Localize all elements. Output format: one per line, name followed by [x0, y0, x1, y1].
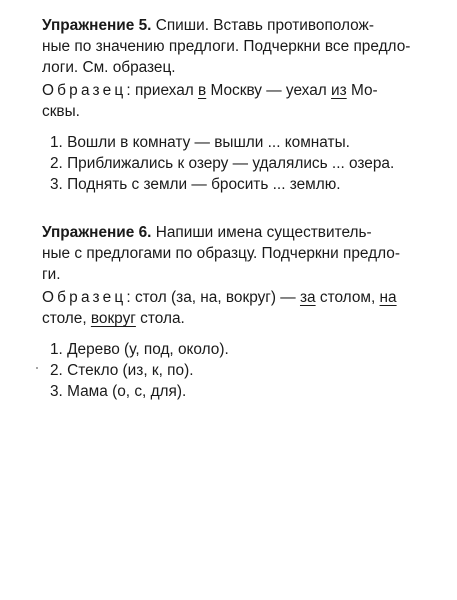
list-item: 3. Поднять с земли — бросить ... землю. — [50, 176, 341, 193]
exercise-6-sample-label: Образец — [42, 289, 127, 306]
exercise-5-sample — [42, 80, 432, 122]
exercise-5 — [42, 15, 432, 195]
exercise-6-task-line2: ные с предлогами по образцу. Подчеркни предло- — [42, 245, 400, 262]
list-item: 3. Мама (о, с, для). — [50, 383, 187, 400]
exercise-6-sample-preposition-3: вокруг — [90, 310, 136, 327]
exercise-5-sample-text-c: Мо- — [346, 82, 378, 99]
exercise-6 — [42, 222, 432, 402]
exercise-6-sample-colon: : — [126, 289, 131, 306]
exercise-6-sample-line2-a: столе, — [42, 310, 91, 327]
exercise-6-task — [42, 222, 432, 285]
exercise-6-task-line1: Напиши имена существитель- — [151, 224, 372, 241]
exercise-6-sample-text-a: стол (за, на, вокруг) — — [130, 289, 300, 306]
list-item: 2. Приближались к озеру — удалялись ... озера. — [50, 155, 395, 172]
list-item: 1. Дерево (у, под, около). — [50, 341, 229, 358]
exercise-6-sample-preposition-1: за — [299, 289, 316, 306]
exercise-5-items — [42, 132, 432, 195]
exercise-5-sample-preposition-1: в — [198, 82, 207, 99]
exercise-6-items — [42, 339, 432, 402]
exercise-6-label: Упражнение 6. — [42, 224, 152, 241]
exercise-5-sample-preposition-2: из — [331, 82, 347, 99]
exercise-5-task — [42, 15, 432, 78]
exercise-6-sample-line2-b: стола. — [135, 310, 185, 327]
exercise-6-sample-text-b: столом, — [315, 289, 380, 306]
exercise-5-sample-label: Образец — [42, 82, 127, 99]
exercise-5-sample-line2: сквы. — [42, 103, 80, 120]
exercise-6-sample — [42, 287, 432, 329]
exercise-5-task-line1: Спиши. Вставь противополож- — [151, 17, 374, 34]
exercise-6-task-line3: ги. — [42, 266, 61, 283]
exercise-6-sample-preposition-2: на — [379, 289, 397, 306]
list-item: 1. Вошли в комнату — вышли ... комнаты. — [50, 134, 350, 151]
exercise-5-task-line2: ные по значению предлоги. Подчеркни все предл — [42, 38, 397, 55]
exercise-5-task-line2b: о- — [396, 38, 411, 55]
exercise-5-sample-colon: : — [126, 82, 131, 99]
exercise-5-task-line3: логи. См. образец. — [42, 59, 176, 76]
list-item: 2. Стекло (из, к, по). — [50, 362, 194, 379]
exercise-5-label: Упражнение 5. — [42, 17, 152, 34]
exercise-5-sample-text-b: Москву — уехал — [206, 82, 332, 99]
exercise-5-sample-text-a: приехал — [130, 82, 199, 99]
print-speck — [36, 367, 38, 369]
